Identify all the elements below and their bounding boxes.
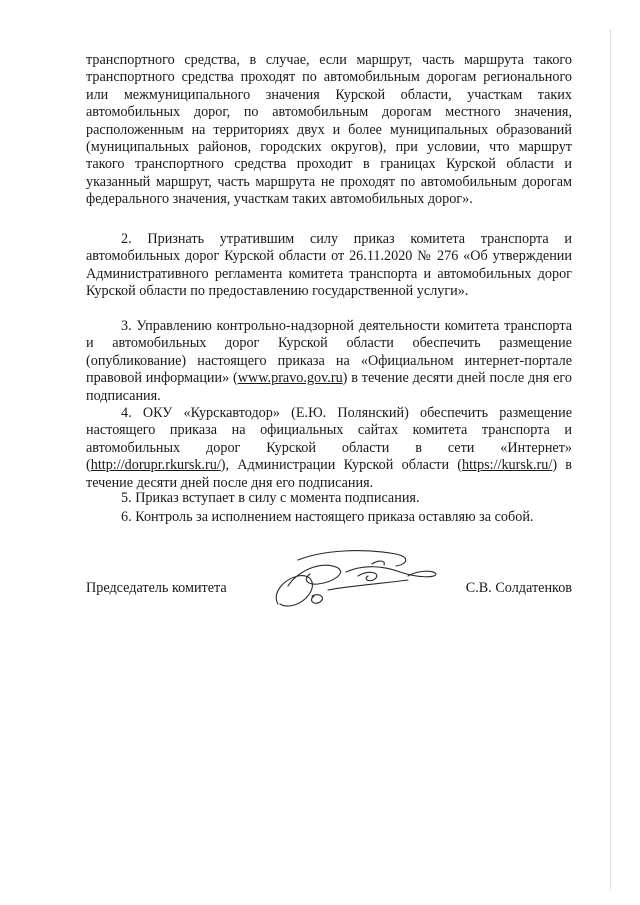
item-4-text-before: 4. ОКУ «Курскавтодор» (Е.Ю. Полянский) обеспечить размещение настоящего приказа на официальных сайтах комитета транспорта и автомобильных дорог Курской области в сети «Интернет» ( bbox=[86, 405, 572, 474]
handwritten-signature bbox=[268, 546, 440, 616]
paragraph-continuation: транспортного средства, в случае, если маршрут, часть маршрута такого транспортного средства проходят по автомобильным дорогам регионального или межмуниципального значения Курской области, участкам таких автомобильных дорог, по автомобильным дорогам местного значения, расположенным на территориях двух и более муниципальных образований (муниципальных районов, городских округов), при условии, что маршрут такого транспортного средства проходит в границах Курской области и указанный маршрут, часть маршрута не проходят по автомобильным дорогам федерального значения, участкам таких автомобильных дорог». bbox=[86, 52, 572, 208]
item-5-paragraph: 5. Приказ вступает в силу с момента подписания. bbox=[121, 490, 420, 506]
item-4-paragraph bbox=[86, 405, 572, 492]
item-4-text-middle: ), Администрации Курской области ( bbox=[220, 457, 463, 474]
item-2-paragraph: 2. Признать утратившим силу приказ комитета транспорта и автомобильных дорог Курской области от 26.11.2020 № 276 «Об утверждении Административного регламента комитета транспорта и автомобильных дорог Курской области по предоставлению государственной услуги». bbox=[86, 231, 572, 300]
item-3-text-after: ) в течение десяти дней после дня его подписания. bbox=[86, 370, 572, 404]
item-3-paragraph bbox=[86, 318, 572, 405]
page-edge-line bbox=[610, 30, 612, 890]
item-4-text-after: ) в течение десяти дней после дня его подписания. bbox=[86, 457, 572, 491]
pravo-link[interactable]: www.pravo.gov.ru bbox=[237, 370, 343, 387]
kursk-link[interactable]: https://kursk.ru/ bbox=[462, 457, 553, 474]
signatory-name: С.В. Солдатенков bbox=[465, 580, 572, 596]
signatory-title: Председатель комитета bbox=[86, 580, 227, 596]
dorupr-link[interactable]: http://dorupr.rkursk.ru/ bbox=[90, 457, 221, 474]
item-3-text-before: 3. Управлению контрольно-надзорной деятельности комитета транспорта и автомобильных дорог Курской области обеспечить размещение (опубликование) настоящего приказа на «Официальном интернет-портале правовой информации» ( bbox=[86, 318, 572, 387]
item-6-paragraph: 6. Контроль за исполнением настоящего приказа оставляю за собой. bbox=[121, 509, 534, 525]
